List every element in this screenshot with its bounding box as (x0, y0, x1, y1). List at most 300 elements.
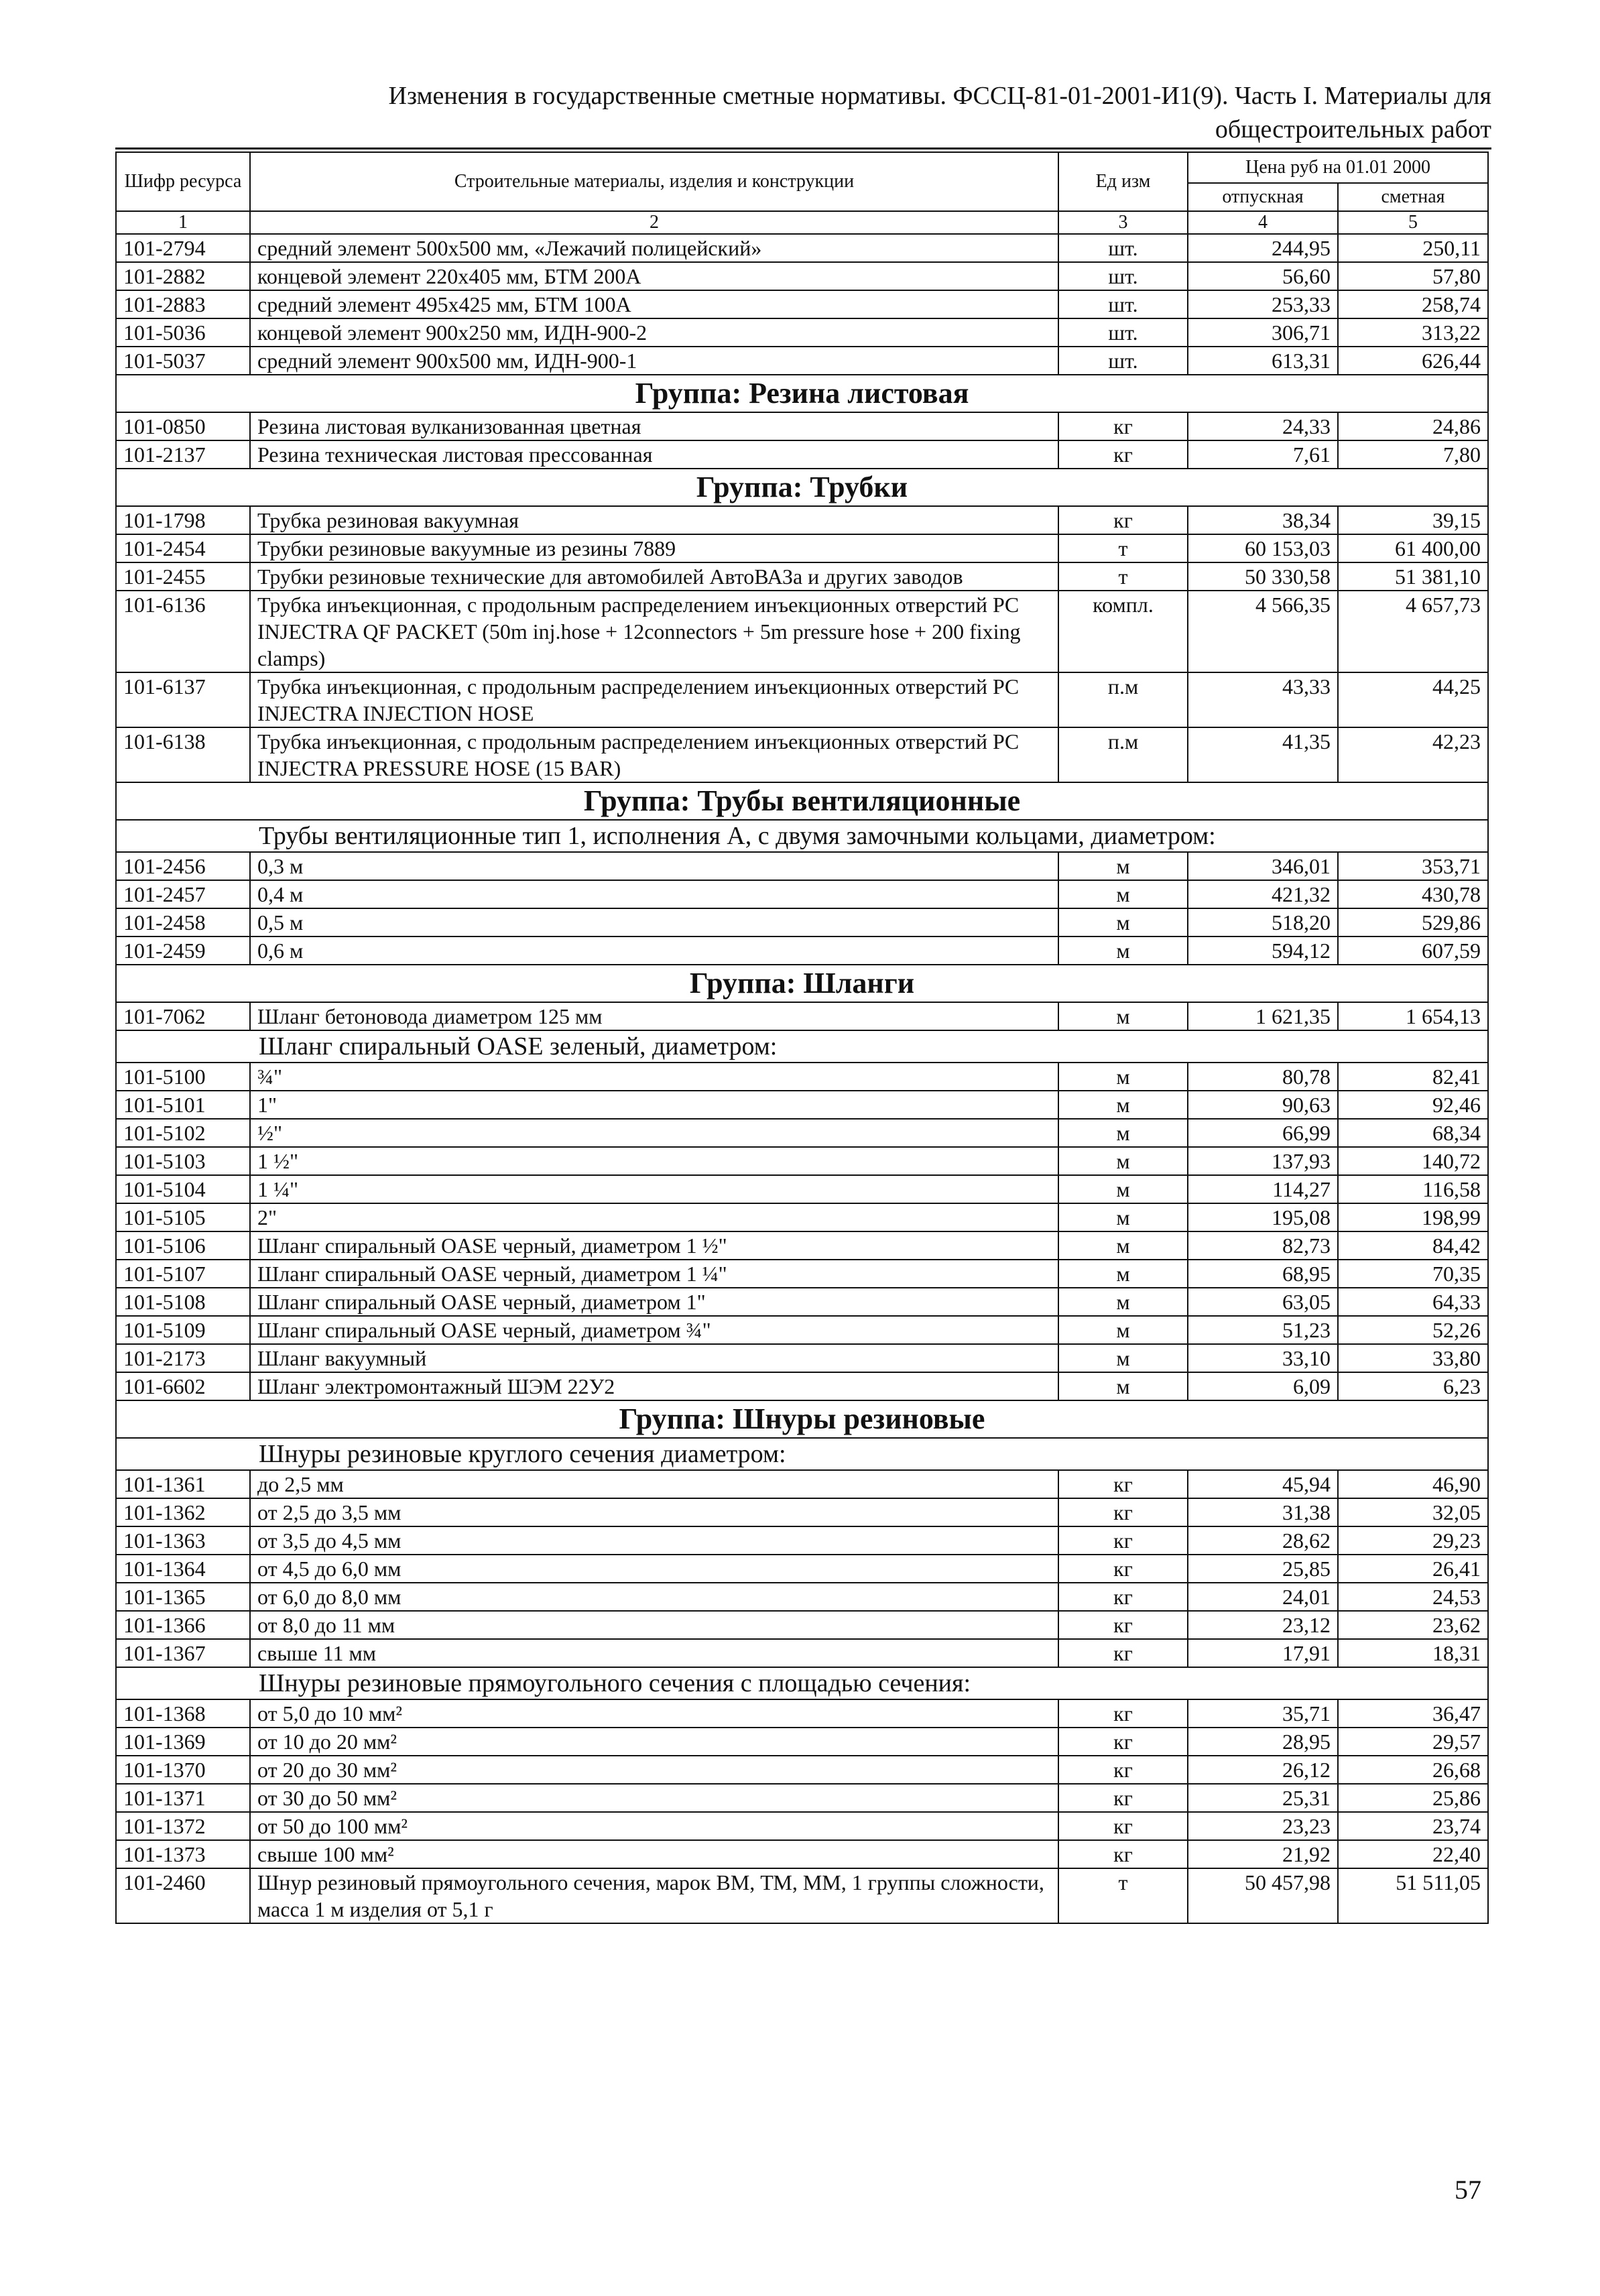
release-price-cell: 60 153,03 (1188, 534, 1338, 562)
page-header (322, 79, 1491, 146)
release-price-cell: 63,05 (1188, 1288, 1338, 1316)
unit-cell: кг (1058, 1840, 1188, 1868)
estimate-price-cell: 70,35 (1338, 1260, 1488, 1288)
subheading-text: Трубы вентиляционные тип 1, исполнения А, с двумя замочными кольцами, диаметром: (116, 820, 1488, 852)
resource-code-cell: 101-5101 (116, 1091, 250, 1119)
material-name-cell: 0,4 м (250, 880, 1058, 908)
unit-cell: м (1058, 908, 1188, 936)
resource-code-cell: 101-5108 (116, 1288, 250, 1316)
resource-code-cell: 101-2458 (116, 908, 250, 936)
unit-cell: кг (1058, 1639, 1188, 1667)
table-row (116, 1372, 1488, 1400)
release-price-cell: 1 621,35 (1188, 1002, 1338, 1030)
material-name-cell: Трубка инъекционная, с продольным распределением инъекционных отверстий PC INJECTRA INJECTION HOSE (250, 672, 1058, 727)
resource-code-cell: 101-5102 (116, 1119, 250, 1147)
group-title: Группа: Трубки (116, 469, 1488, 506)
subheading-text: Шланг спиральный OASE зеленый, диаметром: (116, 1030, 1488, 1063)
release-price-cell: 594,12 (1188, 936, 1338, 965)
table-row (116, 1063, 1488, 1091)
group-row (116, 375, 1488, 412)
group-row (116, 1400, 1488, 1438)
resource-code-cell: 101-5036 (116, 318, 250, 347)
table-row (116, 1002, 1488, 1030)
unit-cell: кг (1058, 1583, 1188, 1611)
unit-cell: т (1058, 1868, 1188, 1923)
column-number: 2 (250, 211, 1058, 234)
release-price-cell: 28,62 (1188, 1526, 1338, 1555)
subheading-row (116, 1438, 1488, 1470)
header-unit: Ед изм (1058, 152, 1188, 211)
table-row (116, 534, 1488, 562)
release-price-cell: 17,91 (1188, 1639, 1338, 1667)
column-number: 1 (116, 211, 250, 234)
resource-code-cell: 101-5106 (116, 1231, 250, 1260)
material-name-cell: Шланг спиральный OASE черный, диаметром 1 ¼" (250, 1260, 1058, 1288)
resource-code-cell: 101-5104 (116, 1175, 250, 1203)
unit-cell: шт. (1058, 347, 1188, 375)
material-name-cell: ¾" (250, 1063, 1058, 1091)
table-row (116, 1526, 1488, 1555)
unit-cell: шт. (1058, 262, 1188, 290)
unit-cell: т (1058, 562, 1188, 591)
material-name-cell: от 5,0 до 10 мм² (250, 1699, 1058, 1728)
material-name-cell: Шланг спиральный OASE черный, диаметром 1 ½" (250, 1231, 1058, 1260)
unit-cell: п.м (1058, 727, 1188, 782)
unit-cell: м (1058, 1231, 1188, 1260)
subheading-text: Шнуры резиновые круглого сечения диаметром: (116, 1438, 1488, 1470)
release-price-cell: 613,31 (1188, 347, 1338, 375)
price-table (115, 152, 1489, 1924)
release-price-cell: 7,61 (1188, 440, 1338, 469)
table-row (116, 1175, 1488, 1203)
estimate-price-cell: 29,57 (1338, 1728, 1488, 1756)
release-price-cell: 23,12 (1188, 1611, 1338, 1639)
material-name-cell: Трубка инъекционная, с продольным распределением инъекционных отверстий PC INJECTRA QF PACKET (50m inj.hose + 12connectors + 5m pressure hose + 200 fixing clamps) (250, 591, 1058, 672)
estimate-price-cell: 198,99 (1338, 1203, 1488, 1231)
unit-cell: шт. (1058, 290, 1188, 318)
material-name-cell: от 4,5 до 6,0 мм (250, 1555, 1058, 1583)
material-name-cell: Трубки резиновые вакуумные из резины 7889 (250, 534, 1058, 562)
material-name-cell: Трубка инъекционная, с продольным распределением инъекционных отверстий PC INJECTRA PRESSURE HOSE (15 BAR) (250, 727, 1058, 782)
unit-cell: м (1058, 1260, 1188, 1288)
release-price-cell: 50 330,58 (1188, 562, 1338, 591)
table-row (116, 1498, 1488, 1526)
unit-cell: кг (1058, 1812, 1188, 1840)
unit-cell: м (1058, 1316, 1188, 1344)
material-name-cell: свыше 11 мм (250, 1639, 1058, 1667)
estimate-price-cell: 4 657,73 (1338, 591, 1488, 672)
estimate-price-cell: 140,72 (1338, 1147, 1488, 1175)
header-line-2: общестроительных работ (1215, 115, 1491, 143)
table-row (116, 1288, 1488, 1316)
estimate-price-cell: 116,58 (1338, 1175, 1488, 1203)
estimate-price-cell: 26,41 (1338, 1555, 1488, 1583)
release-price-cell: 21,92 (1188, 1840, 1338, 1868)
material-name-cell: Трубка резиновая вакуумная (250, 506, 1058, 534)
unit-cell: м (1058, 852, 1188, 880)
resource-code-cell: 101-1366 (116, 1611, 250, 1639)
resource-code-cell: 101-5100 (116, 1063, 250, 1091)
table-row (116, 852, 1488, 880)
resource-code-cell: 101-1372 (116, 1812, 250, 1840)
unit-cell: м (1058, 1372, 1188, 1400)
resource-code-cell: 101-5037 (116, 347, 250, 375)
material-name-cell: 0,3 м (250, 852, 1058, 880)
unit-cell: кг (1058, 440, 1188, 469)
release-price-cell: 41,35 (1188, 727, 1338, 782)
estimate-price-cell: 607,59 (1338, 936, 1488, 965)
estimate-price-cell: 353,71 (1338, 852, 1488, 880)
header-name: Строительные материалы, изделия и конструкции (250, 152, 1058, 211)
resource-code-cell: 101-6138 (116, 727, 250, 782)
table-row (116, 1611, 1488, 1639)
release-price-cell: 253,33 (1188, 290, 1338, 318)
release-price-cell: 23,23 (1188, 1812, 1338, 1840)
material-name-cell: от 8,0 до 11 мм (250, 1611, 1058, 1639)
unit-cell: м (1058, 1147, 1188, 1175)
estimate-price-cell: 313,22 (1338, 318, 1488, 347)
table-row (116, 1555, 1488, 1583)
estimate-price-cell: 36,47 (1338, 1699, 1488, 1728)
release-price-cell: 24,33 (1188, 412, 1338, 440)
table-row (116, 1840, 1488, 1868)
header-estimate-price: сметная (1338, 183, 1488, 211)
estimate-price-cell: 51 381,10 (1338, 562, 1488, 591)
resource-code-cell: 101-1364 (116, 1555, 250, 1583)
table-row (116, 1583, 1488, 1611)
estimate-price-cell: 25,86 (1338, 1784, 1488, 1812)
release-price-cell: 244,95 (1188, 234, 1338, 262)
table-row (116, 672, 1488, 727)
table-row (116, 1091, 1488, 1119)
resource-code-cell: 101-1361 (116, 1470, 250, 1498)
table-row (116, 506, 1488, 534)
release-price-cell: 421,32 (1188, 880, 1338, 908)
table-row (116, 1119, 1488, 1147)
table-row (116, 936, 1488, 965)
column-number: 3 (1058, 211, 1188, 234)
table-row (116, 880, 1488, 908)
material-name-cell: Шланг электромонтажный ШЭМ 22У2 (250, 1372, 1058, 1400)
resource-code-cell: 101-1798 (116, 506, 250, 534)
resource-code-cell: 101-2794 (116, 234, 250, 262)
release-price-cell: 51,23 (1188, 1316, 1338, 1344)
table-row (116, 234, 1488, 262)
material-name-cell: Шнур резиновый прямоугольного сечения, марок ВМ, ТМ, ММ, 1 группы сложности, масса 1 м изделия от 5,1 г (250, 1868, 1058, 1923)
table-row (116, 1203, 1488, 1231)
column-number: 5 (1338, 211, 1488, 234)
unit-cell: кг (1058, 1498, 1188, 1526)
table-row (116, 1470, 1488, 1498)
release-price-cell: 38,34 (1188, 506, 1338, 534)
subheading-text: Шнуры резиновые прямоугольного сечения с площадью сечения: (116, 1667, 1488, 1699)
header-release-price: отпускная (1188, 183, 1338, 211)
estimate-price-cell: 46,90 (1338, 1470, 1488, 1498)
table-row (116, 262, 1488, 290)
material-name-cell: Шланг спиральный OASE черный, диаметром 1" (250, 1288, 1058, 1316)
resource-code-cell: 101-2460 (116, 1868, 250, 1923)
unit-cell: м (1058, 880, 1188, 908)
unit-cell: т (1058, 534, 1188, 562)
release-price-cell: 90,63 (1188, 1091, 1338, 1119)
table-row (116, 1344, 1488, 1372)
material-name-cell: Резина техническая листовая прессованная (250, 440, 1058, 469)
resource-code-cell: 101-2883 (116, 290, 250, 318)
estimate-price-cell: 23,74 (1338, 1812, 1488, 1840)
header-line-1: Изменения в государственные сметные нормативы. ФССЦ-81-01-2001-И1(9). Часть I. Материалы для (388, 82, 1491, 110)
release-price-cell: 24,01 (1188, 1583, 1338, 1611)
material-name-cell: свыше 100 мм² (250, 1840, 1058, 1868)
table-row (116, 1260, 1488, 1288)
material-name-cell: Шланг бетоновода диаметром 125 мм (250, 1002, 1058, 1030)
estimate-price-cell: 258,74 (1338, 290, 1488, 318)
release-price-cell: 45,94 (1188, 1470, 1338, 1498)
group-title: Группа: Шланги (116, 965, 1488, 1002)
material-name-cell: средний элемент 495х425 мм, БТМ 100А (250, 290, 1058, 318)
material-name-cell: от 3,5 до 4,5 мм (250, 1526, 1058, 1555)
resource-code-cell: 101-6137 (116, 672, 250, 727)
group-row (116, 965, 1488, 1002)
release-price-cell: 114,27 (1188, 1175, 1338, 1203)
group-title: Группа: Трубы вентиляционные (116, 782, 1488, 820)
release-price-cell: 28,95 (1188, 1728, 1338, 1756)
table-row (116, 1639, 1488, 1667)
resource-code-cell: 101-1365 (116, 1583, 250, 1611)
unit-cell: м (1058, 1119, 1188, 1147)
estimate-price-cell: 61 400,00 (1338, 534, 1488, 562)
estimate-price-cell: 68,34 (1338, 1119, 1488, 1147)
release-price-cell: 306,71 (1188, 318, 1338, 347)
table-row (116, 290, 1488, 318)
material-name-cell: от 2,5 до 3,5 мм (250, 1498, 1058, 1526)
group-row (116, 782, 1488, 820)
resource-code-cell: 101-6602 (116, 1372, 250, 1400)
unit-cell: кг (1058, 1555, 1188, 1583)
unit-cell: п.м (1058, 672, 1188, 727)
estimate-price-cell: 51 511,05 (1338, 1868, 1488, 1923)
estimate-price-cell: 82,41 (1338, 1063, 1488, 1091)
header-code: Шифр ресурса (116, 152, 250, 211)
unit-cell: м (1058, 1344, 1188, 1372)
estimate-price-cell: 64,33 (1338, 1288, 1488, 1316)
unit-cell: кг (1058, 1470, 1188, 1498)
table-row (116, 727, 1488, 782)
resource-code-cell: 101-2173 (116, 1344, 250, 1372)
release-price-cell: 25,85 (1188, 1555, 1338, 1583)
estimate-price-cell: 84,42 (1338, 1231, 1488, 1260)
subheading-row (116, 1030, 1488, 1063)
table-row (116, 1231, 1488, 1260)
table-row (116, 1784, 1488, 1812)
resource-code-cell: 101-5103 (116, 1147, 250, 1175)
group-title: Группа: Шнуры резиновые (116, 1400, 1488, 1438)
estimate-price-cell: 7,80 (1338, 440, 1488, 469)
table-row (116, 1728, 1488, 1756)
table-row (116, 347, 1488, 375)
material-name-cell: 0,6 м (250, 936, 1058, 965)
estimate-price-cell: 42,23 (1338, 727, 1488, 782)
estimate-price-cell: 52,26 (1338, 1316, 1488, 1344)
header-rule (115, 147, 1491, 149)
estimate-price-cell: 29,23 (1338, 1526, 1488, 1555)
material-name-cell: концевой элемент 900х250 мм, ИДН-900-2 (250, 318, 1058, 347)
estimate-price-cell: 23,62 (1338, 1611, 1488, 1639)
table-row (116, 1147, 1488, 1175)
release-price-cell: 33,10 (1188, 1344, 1338, 1372)
estimate-price-cell: 626,44 (1338, 347, 1488, 375)
estimate-price-cell: 250,11 (1338, 234, 1488, 262)
resource-code-cell: 101-2456 (116, 852, 250, 880)
table-row (116, 318, 1488, 347)
release-price-cell: 195,08 (1188, 1203, 1338, 1231)
table-row (116, 1868, 1488, 1923)
estimate-price-cell: 92,46 (1338, 1091, 1488, 1119)
table-row (116, 1756, 1488, 1784)
unit-cell: компл. (1058, 591, 1188, 672)
material-name-cell: средний элемент 900х500 мм, ИДН-900-1 (250, 347, 1058, 375)
estimate-price-cell: 529,86 (1338, 908, 1488, 936)
estimate-price-cell: 44,25 (1338, 672, 1488, 727)
unit-cell: шт. (1058, 234, 1188, 262)
resource-code-cell: 101-2882 (116, 262, 250, 290)
material-name-cell: Шланг вакуумный (250, 1344, 1058, 1372)
resource-code-cell: 101-1363 (116, 1526, 250, 1555)
estimate-price-cell: 1 654,13 (1338, 1002, 1488, 1030)
unit-cell: кг (1058, 1699, 1188, 1728)
release-price-cell: 6,09 (1188, 1372, 1338, 1400)
estimate-price-cell: 26,68 (1338, 1756, 1488, 1784)
table-row (116, 440, 1488, 469)
release-price-cell: 26,12 (1188, 1756, 1338, 1784)
resource-code-cell: 101-1362 (116, 1498, 250, 1526)
resource-code-cell: 101-1369 (116, 1728, 250, 1756)
material-name-cell: 1 ½" (250, 1147, 1058, 1175)
unit-cell: м (1058, 1063, 1188, 1091)
table-row (116, 412, 1488, 440)
subheading-row (116, 820, 1488, 852)
table-row (116, 1812, 1488, 1840)
resource-code-cell: 101-1370 (116, 1756, 250, 1784)
estimate-price-cell: 24,53 (1338, 1583, 1488, 1611)
resource-code-cell: 101-1373 (116, 1840, 250, 1868)
resource-code-cell: 101-2455 (116, 562, 250, 591)
table-row (116, 908, 1488, 936)
release-price-cell: 25,31 (1188, 1784, 1338, 1812)
resource-code-cell: 101-5109 (116, 1316, 250, 1344)
release-price-cell: 4 566,35 (1188, 591, 1338, 672)
material-name-cell: 1 ¼" (250, 1175, 1058, 1203)
release-price-cell: 68,95 (1188, 1260, 1338, 1288)
resource-code-cell: 101-2454 (116, 534, 250, 562)
group-row (116, 469, 1488, 506)
table-body (116, 234, 1488, 1923)
estimate-price-cell: 22,40 (1338, 1840, 1488, 1868)
material-name-cell: Трубки резиновые технические для автомобилей АвтоВАЗа и других заводов (250, 562, 1058, 591)
unit-cell: м (1058, 1175, 1188, 1203)
material-name-cell: от 10 до 20 мм² (250, 1728, 1058, 1756)
material-name-cell: 2" (250, 1203, 1058, 1231)
resource-code-cell: 101-2457 (116, 880, 250, 908)
release-price-cell: 80,78 (1188, 1063, 1338, 1091)
unit-cell: м (1058, 1002, 1188, 1030)
unit-cell: кг (1058, 1784, 1188, 1812)
page-number: 57 (1455, 2175, 1481, 2205)
material-name-cell: 0,5 м (250, 908, 1058, 936)
estimate-price-cell: 6,23 (1338, 1372, 1488, 1400)
resource-code-cell: 101-0850 (116, 412, 250, 440)
estimate-price-cell: 18,31 (1338, 1639, 1488, 1667)
release-price-cell: 137,93 (1188, 1147, 1338, 1175)
subheading-row (116, 1667, 1488, 1699)
material-name-cell: Шланг спиральный OASE черный, диаметром ¾" (250, 1316, 1058, 1344)
estimate-price-cell: 430,78 (1338, 880, 1488, 908)
unit-cell: шт. (1058, 318, 1188, 347)
column-numbers-row (116, 211, 1488, 234)
release-price-cell: 56,60 (1188, 262, 1338, 290)
release-price-cell: 50 457,98 (1188, 1868, 1338, 1923)
resource-code-cell: 101-2459 (116, 936, 250, 965)
material-name-cell: концевой элемент 220х405 мм, БТМ 200А (250, 262, 1058, 290)
material-name-cell: от 50 до 100 мм² (250, 1812, 1058, 1840)
estimate-price-cell: 24,86 (1338, 412, 1488, 440)
column-number: 4 (1188, 211, 1338, 234)
release-price-cell: 31,38 (1188, 1498, 1338, 1526)
unit-cell: кг (1058, 1756, 1188, 1784)
unit-cell: кг (1058, 1611, 1188, 1639)
resource-code-cell: 101-1371 (116, 1784, 250, 1812)
estimate-price-cell: 32,05 (1338, 1498, 1488, 1526)
release-price-cell: 518,20 (1188, 908, 1338, 936)
material-name-cell: от 20 до 30 мм² (250, 1756, 1058, 1784)
unit-cell: м (1058, 1091, 1188, 1119)
resource-code-cell: 101-1367 (116, 1639, 250, 1667)
material-name-cell: 1" (250, 1091, 1058, 1119)
release-price-cell: 66,99 (1188, 1119, 1338, 1147)
unit-cell: м (1058, 1288, 1188, 1316)
release-price-cell: 35,71 (1188, 1699, 1338, 1728)
unit-cell: м (1058, 1203, 1188, 1231)
estimate-price-cell: 57,80 (1338, 262, 1488, 290)
table-row (116, 1316, 1488, 1344)
header-price: Цена руб на 01.01 2000 (1188, 152, 1488, 183)
material-name-cell: до 2,5 мм (250, 1470, 1058, 1498)
resource-code-cell: 101-2137 (116, 440, 250, 469)
unit-cell: м (1058, 936, 1188, 965)
resource-code-cell: 101-5107 (116, 1260, 250, 1288)
unit-cell: кг (1058, 1728, 1188, 1756)
resource-code-cell: 101-5105 (116, 1203, 250, 1231)
table-row (116, 591, 1488, 672)
group-title: Группа: Резина листовая (116, 375, 1488, 412)
resource-code-cell: 101-7062 (116, 1002, 250, 1030)
table-row (116, 1699, 1488, 1728)
material-name-cell: средний элемент 500х500 мм, «Лежачий полицейский» (250, 234, 1058, 262)
material-name-cell: ½" (250, 1119, 1058, 1147)
resource-code-cell: 101-6136 (116, 591, 250, 672)
estimate-price-cell: 39,15 (1338, 506, 1488, 534)
estimate-price-cell: 33,80 (1338, 1344, 1488, 1372)
resource-code-cell: 101-1368 (116, 1699, 250, 1728)
material-name-cell: Резина листовая вулканизованная цветная (250, 412, 1058, 440)
release-price-cell: 346,01 (1188, 852, 1338, 880)
unit-cell: кг (1058, 506, 1188, 534)
release-price-cell: 82,73 (1188, 1231, 1338, 1260)
unit-cell: кг (1058, 1526, 1188, 1555)
unit-cell: кг (1058, 412, 1188, 440)
table-row (116, 562, 1488, 591)
material-name-cell: от 30 до 50 мм² (250, 1784, 1058, 1812)
release-price-cell: 43,33 (1188, 672, 1338, 727)
